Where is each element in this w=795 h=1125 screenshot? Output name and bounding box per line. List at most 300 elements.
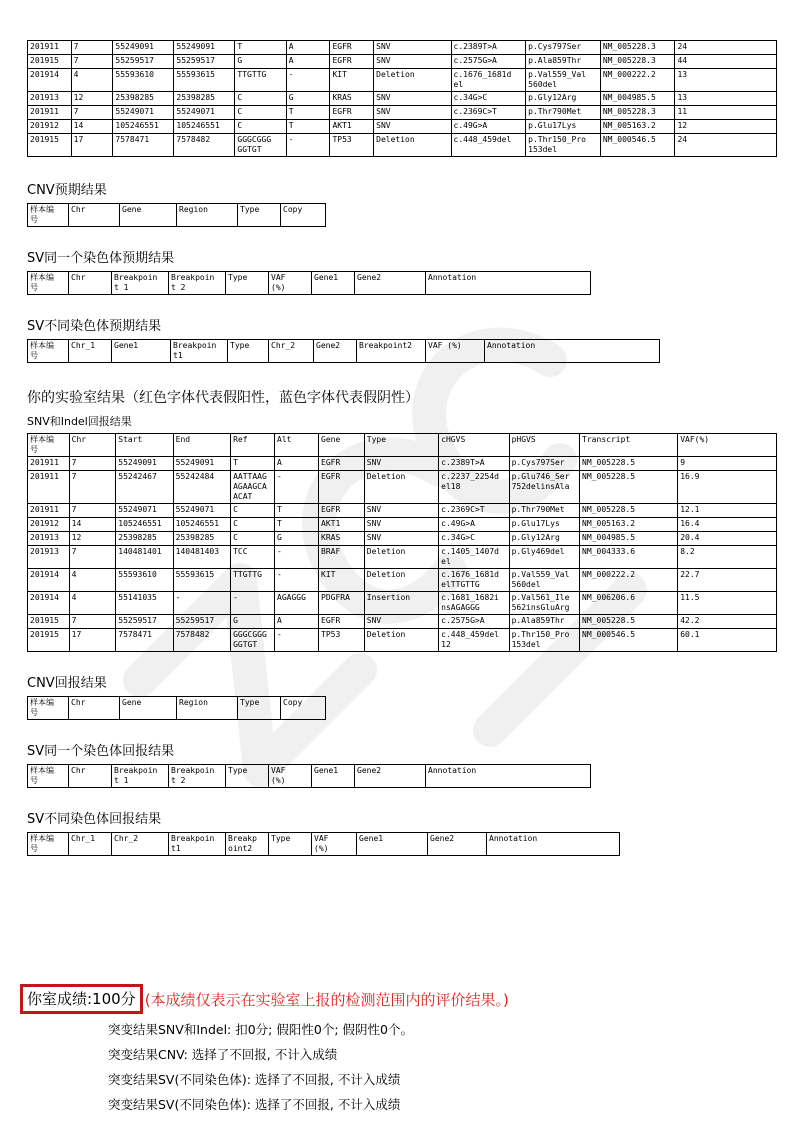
header-cell: cHGVS <box>439 434 509 457</box>
table-cell: - <box>173 592 230 615</box>
table-cell: NM_005228.5 <box>580 457 678 471</box>
table-cell: 201914 <box>28 592 70 615</box>
table-cell: 25398285 <box>173 532 230 546</box>
table-cell: 55249071 <box>113 106 174 120</box>
score-label: 你室成绩:100分 <box>20 984 143 1014</box>
table-cell: A <box>286 41 330 55</box>
table-cell: c.49G>A <box>439 518 509 532</box>
table-row <box>28 615 777 629</box>
table-cell: 105246551 <box>173 518 230 532</box>
table-cell: 7 <box>69 457 116 471</box>
table-cell: p.Thr790Met <box>526 106 601 120</box>
table-cell: 55242484 <box>173 471 230 504</box>
table-cell: NM_005228.5 <box>580 504 678 518</box>
table-cell: c.448_459del 12 <box>439 629 509 652</box>
table-cell: KRAS <box>319 532 365 546</box>
header-cell: Annotation <box>487 833 620 856</box>
header-cell: Gene1 <box>312 272 355 295</box>
score-detail-snv: 突变结果SNV和Indel: 扣0分; 假阳性0个; 假阴性0个。 <box>108 1022 413 1037</box>
table-cell: G <box>231 615 275 629</box>
table-cell: T <box>231 457 275 471</box>
table-cell: - <box>286 134 330 157</box>
table-cell: 4 <box>69 592 116 615</box>
table-cell: EGFR <box>319 504 365 518</box>
table-cell: G <box>275 532 319 546</box>
table-cell: NM_005163.2 <box>580 518 678 532</box>
table-cell: 201915 <box>28 629 70 652</box>
header-cell: Breakpoint2 <box>357 340 426 363</box>
table-cell: c.1676_1681d el <box>451 69 526 92</box>
table-cell: p.Gly12Arg <box>526 92 601 106</box>
table-cell: KIT <box>319 569 365 592</box>
table-cell: SNV <box>374 55 451 69</box>
header-cell: 样本编 号 <box>28 272 69 295</box>
table-cell: AGAGGG <box>275 592 319 615</box>
table-cell: Insertion <box>364 592 438 615</box>
table-cell: EGFR <box>330 106 374 120</box>
header-cell: Region <box>177 697 238 720</box>
table-cell: TCC <box>231 546 275 569</box>
table-cell: C <box>231 532 275 546</box>
table-cell: NM_005228.3 <box>600 41 675 55</box>
header-cell: Gene <box>319 434 365 457</box>
table-cell: p.Thr150_Pro 153del <box>526 134 601 157</box>
table-cell: TP53 <box>319 629 365 652</box>
table-cell: AKT1 <box>319 518 365 532</box>
table-row <box>28 546 777 569</box>
table-cell: 140481401 <box>116 546 173 569</box>
table-header-row <box>28 434 777 457</box>
table-cell: 7578471 <box>113 134 174 157</box>
table-cell: NM_000222.2 <box>580 569 678 592</box>
table-cell: Deletion <box>364 546 438 569</box>
table-cell: p.Val561_Ile 562insGluArg <box>509 592 579 615</box>
table-cell: GGGCGGG GGTGT <box>235 134 286 157</box>
table-cell: 201914 <box>28 69 72 92</box>
header-cell: Breakpoin t 1 <box>112 765 169 788</box>
table-cell: 201911 <box>28 471 70 504</box>
header-cell: Breakpoin t 2 <box>169 272 226 295</box>
table-cell: 55249071 <box>173 504 230 518</box>
table-row <box>28 106 777 120</box>
table-cell: - <box>275 569 319 592</box>
score-note: (本成绩仅表示在实验室上报的检测范围内的评价结果。) <box>144 990 509 1009</box>
table-row <box>28 592 777 615</box>
header-cell: Start <box>116 434 173 457</box>
snv-report-table <box>27 433 777 652</box>
table-cell: NM_000546.5 <box>600 134 675 157</box>
table-cell: 12 <box>69 532 116 546</box>
table-cell: SNV <box>364 504 438 518</box>
table-row <box>28 629 777 652</box>
table-cell: 14 <box>71 120 113 134</box>
header-cell: VAF (%) <box>269 765 312 788</box>
table-cell: 55593610 <box>113 69 174 92</box>
table-cell: EGFR <box>330 41 374 55</box>
table-cell: c.2237_2254d el18 <box>439 471 509 504</box>
table-cell: 60.1 <box>678 629 777 652</box>
table-cell: 55242467 <box>116 471 173 504</box>
header-cell: Breakpoin t1 <box>171 340 228 363</box>
table-row <box>28 41 777 55</box>
table-cell: p.Val559_Val 560del <box>509 569 579 592</box>
table-cell: G <box>235 55 286 69</box>
header-cell: Chr <box>69 204 120 227</box>
table-cell: 13 <box>675 69 777 92</box>
table-cell: 7 <box>69 504 116 518</box>
table-cell: 12 <box>71 92 113 106</box>
table-row <box>28 92 777 106</box>
table-cell: Deletion <box>374 134 451 157</box>
table-cell: Deletion <box>364 471 438 504</box>
table-cell: 11 <box>675 106 777 120</box>
table-row <box>28 69 777 92</box>
header-cell: End <box>173 434 230 457</box>
table-cell: 201914 <box>28 569 70 592</box>
header-cell: pHGVS <box>509 434 579 457</box>
table-cell: C <box>235 120 286 134</box>
table-cell: p.Ala859Thr <box>526 55 601 69</box>
table-cell: p.Glu17Lys <box>509 518 579 532</box>
table-cell: BRAF <box>319 546 365 569</box>
header-cell: Breakpoin t1 <box>169 833 226 856</box>
header-cell: Type <box>364 434 438 457</box>
table-cell: 55259517 <box>116 615 173 629</box>
sv-diff-report-table <box>27 832 620 856</box>
table-cell: 201915 <box>28 134 72 157</box>
header-cell: Breakpoin t 2 <box>169 765 226 788</box>
table-cell: c.1681_1682i nsAGAGGG <box>439 592 509 615</box>
table-row <box>28 532 777 546</box>
table-cell: 17 <box>69 629 116 652</box>
sv-same-expected-table <box>27 271 591 295</box>
table-cell: 12.1 <box>678 504 777 518</box>
table-cell: EGFR <box>319 457 365 471</box>
table-cell: NM_005228.5 <box>580 615 678 629</box>
table-cell: p.Gly469del <box>509 546 579 569</box>
table-cell: C <box>231 504 275 518</box>
table-row <box>28 471 777 504</box>
table-cell: G <box>286 92 330 106</box>
table-cell: EGFR <box>319 471 365 504</box>
table-cell: c.2575G>A <box>439 615 509 629</box>
table-cell: - <box>275 546 319 569</box>
score-detail-sv-1: 突变结果SV(不同染色体): 选择了不回报, 不计入成绩 <box>108 1072 401 1087</box>
snv-report-title: SNV和Indel回报结果 <box>27 415 132 428</box>
header-cell: Breakpoin t 1 <box>112 272 169 295</box>
header-cell: 样本编 号 <box>28 340 69 363</box>
table-cell: C <box>235 106 286 120</box>
table-cell: 201912 <box>28 120 72 134</box>
table-cell: 105246551 <box>116 518 173 532</box>
table-cell: AKT1 <box>330 120 374 134</box>
header-cell: Gene2 <box>355 765 426 788</box>
header-cell: 样本编 号 <box>28 697 69 720</box>
table-cell: EGFR <box>319 615 365 629</box>
table-cell: TP53 <box>330 134 374 157</box>
lab-results-title: 你的实验室结果（红色字体代表假阳性，蓝色字体代表假阴性） <box>27 390 419 406</box>
table-cell: 105246551 <box>113 120 174 134</box>
header-cell: Chr <box>69 434 116 457</box>
table-cell: T <box>275 504 319 518</box>
table-header-row <box>28 833 620 856</box>
table-cell: GGGCGGG GGTGT <box>231 629 275 652</box>
table-cell: 201915 <box>28 55 72 69</box>
header-cell: VAF (%) <box>269 272 312 295</box>
table-cell: 7578482 <box>173 629 230 652</box>
table-header-row <box>28 697 326 720</box>
table-cell: NM_004985.5 <box>580 532 678 546</box>
table-header-row <box>28 272 591 295</box>
header-cell: Copy <box>281 204 326 227</box>
table-cell: 55141035 <box>116 592 173 615</box>
header-cell: Type <box>228 340 269 363</box>
header-cell: 样本编 号 <box>28 204 69 227</box>
table-cell: 55249071 <box>116 504 173 518</box>
sv-diff-expected-table <box>27 339 660 363</box>
table-cell: 7 <box>71 41 113 55</box>
table-cell: AATTAAG AGAAGCA ACAT <box>231 471 275 504</box>
table-cell: c.2389T>A <box>439 457 509 471</box>
table-cell: c.2575G>A <box>451 55 526 69</box>
header-cell: Chr_1 <box>69 833 112 856</box>
table-cell: TTGTTG <box>231 569 275 592</box>
header-cell: Annotation <box>426 272 591 295</box>
header-cell: Type <box>238 697 281 720</box>
table-cell: 201911 <box>28 504 70 518</box>
header-cell: Gene1 <box>312 765 355 788</box>
table-cell: 14 <box>69 518 116 532</box>
table-cell: KRAS <box>330 92 374 106</box>
header-cell: 样本编 号 <box>28 833 69 856</box>
header-cell: Type <box>238 204 281 227</box>
table-cell: c.34G>C <box>451 92 526 106</box>
header-cell: Type <box>226 765 269 788</box>
table-cell: T <box>235 41 286 55</box>
table-cell: 55259517 <box>113 55 174 69</box>
header-cell: Gene2 <box>428 833 487 856</box>
table-cell: 25398285 <box>113 92 174 106</box>
cnv-report-table <box>27 696 326 720</box>
table-cell: 55249091 <box>173 457 230 471</box>
table-cell: SNV <box>364 457 438 471</box>
table-cell: 24 <box>675 41 777 55</box>
table-row <box>28 457 777 471</box>
header-cell: Chr <box>69 765 112 788</box>
table-cell: - <box>231 592 275 615</box>
table-cell: 201915 <box>28 615 70 629</box>
table-cell: 44 <box>675 55 777 69</box>
table-cell: A <box>275 615 319 629</box>
score-detail-cnv: 突变结果CNV: 选择了不回报, 不计入成绩 <box>108 1047 338 1062</box>
header-cell: VAF (%) <box>426 340 485 363</box>
table-cell: c.49G>A <box>451 120 526 134</box>
sv-diff-report-title: SV不同染色体回报结果 <box>27 812 162 827</box>
table-row <box>28 504 777 518</box>
table-header-row <box>28 204 326 227</box>
header-cell: VAF(%) <box>678 434 777 457</box>
table-cell: EGFR <box>330 55 374 69</box>
table-cell: 201912 <box>28 518 70 532</box>
header-cell: Region <box>177 204 238 227</box>
table-cell: 201911 <box>28 41 72 55</box>
header-cell: 样本编 号 <box>28 765 69 788</box>
table-cell: NM_005228.3 <box>600 106 675 120</box>
table-cell: - <box>275 471 319 504</box>
table-cell: 4 <box>69 569 116 592</box>
header-cell: Annotation <box>485 340 660 363</box>
table-cell: 17 <box>71 134 113 157</box>
table-row <box>28 134 777 157</box>
table-cell: NM_004985.5 <box>600 92 675 106</box>
table-cell: SNV <box>374 92 451 106</box>
table-cell: PDGFRA <box>319 592 365 615</box>
header-cell: Type <box>226 272 269 295</box>
table-cell: c.34G>C <box>439 532 509 546</box>
table-cell: 7 <box>71 55 113 69</box>
table-cell: TTGTTG <box>235 69 286 92</box>
table-cell: KIT <box>330 69 374 92</box>
table-cell: NM_005228.3 <box>600 55 675 69</box>
score-row <box>20 984 509 1014</box>
table-cell: NM_006206.6 <box>580 592 678 615</box>
table-cell: - <box>286 69 330 92</box>
table-cell: SNV <box>374 106 451 120</box>
table-cell: 201913 <box>28 92 72 106</box>
header-cell: Chr_2 <box>269 340 314 363</box>
table-cell: c.2369C>T <box>439 504 509 518</box>
table-cell: p.Cys797Ser <box>526 41 601 55</box>
header-cell: Gene1 <box>112 340 171 363</box>
header-cell: VAF (%) <box>312 833 357 856</box>
table-cell: A <box>286 55 330 69</box>
header-cell: 样本编 号 <box>28 434 70 457</box>
table-cell: 201911 <box>28 106 72 120</box>
table-cell: Deletion <box>364 569 438 592</box>
header-cell: Breakp oint2 <box>226 833 269 856</box>
table-cell: SNV <box>364 518 438 532</box>
table-header-row <box>28 340 660 363</box>
table-cell: 22.7 <box>678 569 777 592</box>
table-row <box>28 569 777 592</box>
header-cell: Transcript <box>580 434 678 457</box>
table-cell: 55249091 <box>174 41 235 55</box>
header-cell: Gene2 <box>355 272 426 295</box>
header-cell: Chr <box>69 272 112 295</box>
table-cell: T <box>275 518 319 532</box>
table-cell: p.Val559_Val 560del <box>526 69 601 92</box>
table-cell: 55249071 <box>174 106 235 120</box>
table-cell: 9 <box>678 457 777 471</box>
table-cell: NM_000546.5 <box>580 629 678 652</box>
table-cell: 20.4 <box>678 532 777 546</box>
table-cell: c.1676_1681d elTTGTTG <box>439 569 509 592</box>
header-cell: Copy <box>281 697 326 720</box>
table-cell: c.1405_1407d el <box>439 546 509 569</box>
table-cell: 13 <box>675 92 777 106</box>
table-cell: 7578482 <box>174 134 235 157</box>
table-cell: p.Thr790Met <box>509 504 579 518</box>
table-cell: p.Glu17Lys <box>526 120 601 134</box>
table-cell: T <box>286 106 330 120</box>
header-cell: Type <box>269 833 312 856</box>
table-cell: 25398285 <box>116 532 173 546</box>
table-cell: p.Ala859Thr <box>509 615 579 629</box>
table-cell: 7 <box>69 471 116 504</box>
table-cell: 4 <box>71 69 113 92</box>
table-cell: 55259517 <box>173 615 230 629</box>
table-cell: SNV <box>374 120 451 134</box>
table-cell: 7578471 <box>116 629 173 652</box>
table-cell: 201911 <box>28 457 70 471</box>
header-cell: Alt <box>275 434 319 457</box>
header-cell: Chr_1 <box>69 340 112 363</box>
header-cell: Gene1 <box>357 833 428 856</box>
sv-same-report-table <box>27 764 591 788</box>
table-cell: p.Gly12Arg <box>509 532 579 546</box>
table-cell: 42.2 <box>678 615 777 629</box>
sv-same-report-title: SV同一个染色体回报结果 <box>27 744 175 759</box>
table-cell: 8.2 <box>678 546 777 569</box>
table-cell: Deletion <box>364 629 438 652</box>
table-cell: SNV <box>374 41 451 55</box>
table-cell: NM_005163.2 <box>600 120 675 134</box>
table-cell: p.Glu746_Ser 752delinsAla <box>509 471 579 504</box>
table-row <box>28 55 777 69</box>
score-detail-sv-2: 突变结果SV(不同染色体): 选择了不回报, 不计入成绩 <box>108 1097 401 1112</box>
table-cell: - <box>275 629 319 652</box>
header-cell: Chr <box>69 697 120 720</box>
table-cell: 7 <box>69 546 116 569</box>
table-cell: 55593615 <box>174 69 235 92</box>
table-cell: T <box>286 120 330 134</box>
table-cell: 105246551 <box>174 120 235 134</box>
cnv-expected-table <box>27 203 326 227</box>
table-row <box>28 120 777 134</box>
sv-same-expected-title: SV同一个染色体预期结果 <box>27 251 175 266</box>
table-cell: C <box>231 518 275 532</box>
header-cell: Gene2 <box>314 340 357 363</box>
table-row <box>28 518 777 532</box>
table-cell: 7 <box>69 615 116 629</box>
table-cell: Deletion <box>374 69 451 92</box>
table-cell: 55249091 <box>113 41 174 55</box>
table-cell: NM_000222.2 <box>600 69 675 92</box>
table-cell: c.2389T>A <box>451 41 526 55</box>
table-cell: 24 <box>675 134 777 157</box>
table-header-row <box>28 765 591 788</box>
table-cell: SNV <box>364 615 438 629</box>
cnv-report-title: CNV回报结果 <box>27 676 107 691</box>
header-cell: Gene <box>120 204 177 227</box>
table-cell: NM_004333.6 <box>580 546 678 569</box>
sv-diff-expected-title: SV不同染色体预期结果 <box>27 319 162 334</box>
table-cell: SNV <box>364 532 438 546</box>
table-cell: A <box>275 457 319 471</box>
table-cell: 11.5 <box>678 592 777 615</box>
header-cell: Gene <box>120 697 177 720</box>
table-cell: NM_005228.5 <box>580 471 678 504</box>
header-cell: Ref <box>231 434 275 457</box>
table-cell: 25398285 <box>174 92 235 106</box>
table-cell: 16.9 <box>678 471 777 504</box>
table-cell: 201913 <box>28 546 70 569</box>
cnv-expected-title: CNV预期结果 <box>27 183 107 198</box>
table-cell: p.Cys797Ser <box>509 457 579 471</box>
table-cell: 55593610 <box>116 569 173 592</box>
table-cell: 55259517 <box>174 55 235 69</box>
table-cell: 55249091 <box>116 457 173 471</box>
